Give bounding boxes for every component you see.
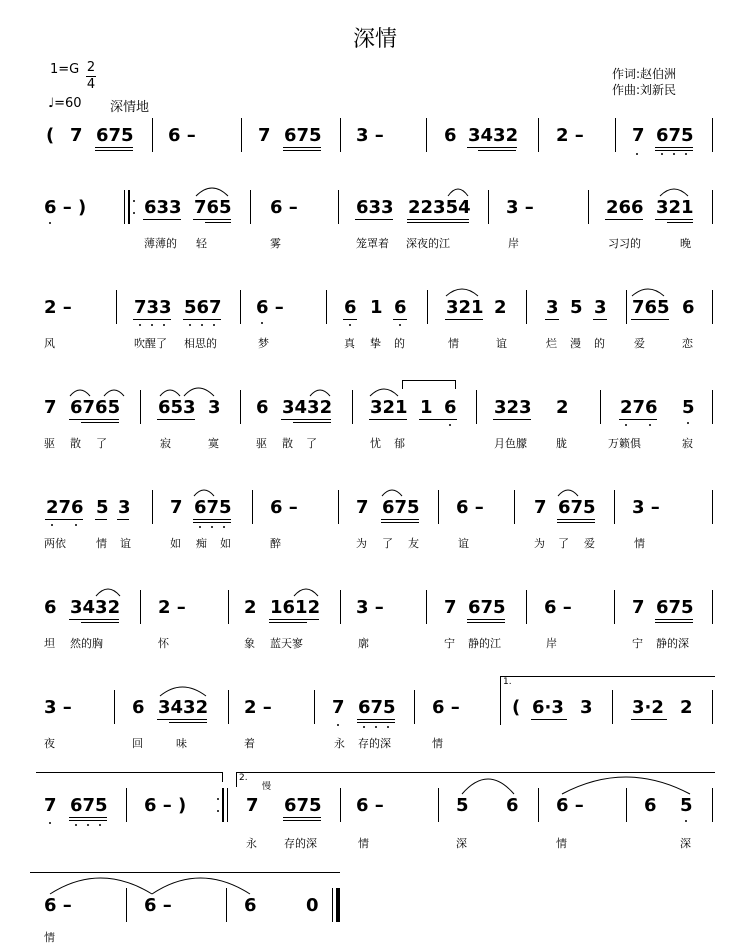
lyric: 两依 bbox=[44, 537, 66, 550]
lyric: 郁 bbox=[394, 437, 405, 450]
lyric: 静的深 bbox=[656, 637, 689, 650]
lyric: 的 bbox=[594, 337, 605, 350]
note: 7 bbox=[170, 497, 183, 518]
slur bbox=[462, 779, 514, 794]
lyric: 谊 bbox=[120, 537, 131, 550]
lyric: 然的胸 bbox=[70, 637, 103, 650]
lyric: 吹醒了 bbox=[134, 337, 167, 350]
lyric: 静的江 bbox=[468, 637, 501, 650]
quarter-note-icon: ♩ bbox=[48, 96, 55, 111]
second-ending: 2. bbox=[236, 772, 715, 787]
note: 3432 bbox=[282, 397, 333, 418]
note: 6 bbox=[444, 397, 457, 418]
note: 733 bbox=[134, 297, 172, 318]
note: 3 – bbox=[356, 125, 384, 146]
note: 7 bbox=[258, 125, 271, 146]
lyric: 为 bbox=[534, 537, 545, 550]
note: 3 bbox=[546, 297, 559, 318]
slur bbox=[446, 289, 478, 296]
note: 6 bbox=[256, 397, 269, 418]
note: 2 bbox=[244, 597, 257, 618]
lyric: 爱 bbox=[634, 337, 645, 350]
lyric: 散 bbox=[282, 437, 293, 450]
lyric: 了 bbox=[382, 537, 393, 550]
key-signature: 1=G bbox=[50, 62, 80, 77]
lyric: 深 bbox=[680, 837, 691, 850]
note: 633 bbox=[356, 197, 394, 218]
note: 266 bbox=[606, 197, 644, 218]
slur bbox=[382, 490, 402, 496]
lyric: 烂 bbox=[546, 337, 557, 350]
lyric: 情 bbox=[44, 931, 55, 944]
note: 653 bbox=[158, 397, 196, 418]
lyric: 驱 bbox=[256, 437, 267, 450]
slur bbox=[448, 189, 468, 196]
slur bbox=[50, 878, 152, 894]
note: 6 – bbox=[356, 795, 384, 816]
note: 6 – ) bbox=[144, 795, 187, 816]
slur bbox=[562, 777, 690, 794]
lyric: 梦 bbox=[258, 337, 269, 350]
note: 3 – bbox=[632, 497, 660, 518]
note: 6 bbox=[394, 297, 407, 318]
lyric: 情 bbox=[556, 837, 567, 850]
lyric: 如 bbox=[220, 537, 231, 550]
note: 675 bbox=[656, 125, 694, 146]
note: 6 – bbox=[144, 895, 172, 916]
lyric: 永 bbox=[246, 837, 257, 850]
expression-marking: 深情地 bbox=[110, 100, 150, 115]
note: 2 – bbox=[244, 697, 272, 718]
note: 7 bbox=[356, 497, 369, 518]
lyric: 夜 bbox=[44, 737, 55, 750]
lyric: 味 bbox=[176, 737, 187, 750]
slur bbox=[310, 390, 330, 396]
lyric: 谊 bbox=[496, 337, 507, 350]
first-ending: 1. bbox=[500, 676, 715, 725]
lyric: 了 bbox=[96, 437, 107, 450]
slur bbox=[558, 490, 578, 496]
lyricist-credit: 作词:赵伯洲 bbox=[612, 67, 677, 81]
lyric: 驱 bbox=[44, 437, 55, 450]
note: 3 – bbox=[356, 597, 384, 618]
lyric: 宁 bbox=[444, 637, 455, 650]
lyric: 忧 bbox=[370, 437, 381, 450]
lyric: 寂 bbox=[682, 437, 693, 450]
note: 675 bbox=[656, 597, 694, 618]
note: 1 bbox=[370, 297, 383, 318]
note: 6 – bbox=[44, 895, 72, 916]
note: 3 bbox=[208, 397, 221, 418]
note: 765 bbox=[194, 197, 232, 218]
note: 2 – bbox=[158, 597, 186, 618]
note: 6 bbox=[44, 597, 57, 618]
time-signature-bottom: 4 bbox=[86, 77, 96, 92]
slur bbox=[104, 390, 124, 396]
note: 3432 bbox=[158, 697, 209, 718]
note: 6 – bbox=[168, 125, 196, 146]
note: 6 – bbox=[256, 297, 284, 318]
note: 2 – bbox=[556, 125, 584, 146]
note: 321 bbox=[446, 297, 484, 318]
note: 0 bbox=[306, 895, 319, 916]
lyric: 恋 bbox=[682, 337, 693, 350]
lyric: 着 bbox=[244, 737, 255, 750]
note: 3·2 bbox=[632, 697, 664, 718]
note: 675 bbox=[382, 497, 420, 518]
lyric: 薄薄的 bbox=[144, 237, 177, 250]
note: 7 bbox=[70, 125, 83, 146]
composer-credit: 作曲:刘新民 bbox=[612, 83, 677, 97]
note: 6 bbox=[244, 895, 257, 916]
note: 323 bbox=[494, 397, 532, 418]
note: 7 bbox=[632, 597, 645, 618]
lyric: 了 bbox=[306, 437, 317, 450]
lyric: 深 bbox=[456, 837, 467, 850]
lyric: 轻 bbox=[196, 237, 207, 250]
note: 5 bbox=[682, 397, 695, 418]
note: 7 bbox=[444, 597, 457, 618]
note: 5 bbox=[680, 795, 693, 816]
slur bbox=[152, 878, 250, 894]
slur bbox=[96, 589, 120, 596]
note: 2 bbox=[556, 397, 569, 418]
note: 567 bbox=[184, 297, 222, 318]
lyric: 怀 bbox=[158, 637, 169, 650]
note: 7 bbox=[332, 697, 345, 718]
note: 633 bbox=[144, 197, 182, 218]
lyric: 的 bbox=[394, 337, 405, 350]
lyric: 爱 bbox=[584, 537, 595, 550]
slur bbox=[294, 589, 318, 596]
lyric: 情 bbox=[358, 837, 369, 850]
note: 6 bbox=[444, 125, 457, 146]
lyric: 如 bbox=[170, 537, 181, 550]
slur bbox=[160, 390, 180, 396]
lyric: 习习的 bbox=[608, 237, 641, 250]
slur bbox=[160, 687, 206, 696]
lyric: 岸 bbox=[508, 237, 519, 250]
note: 6 bbox=[132, 697, 145, 718]
lyric: 寞 bbox=[208, 437, 219, 450]
slur bbox=[70, 390, 90, 396]
slur bbox=[194, 490, 214, 496]
note: 675 bbox=[96, 125, 134, 146]
note: 321 bbox=[656, 197, 694, 218]
slur bbox=[632, 289, 664, 296]
lyric: 挚 bbox=[370, 337, 381, 350]
note: 2 bbox=[494, 297, 507, 318]
note: 6 – bbox=[456, 497, 484, 518]
lyric: 笼罩着 bbox=[356, 237, 389, 250]
lyric: 寂 bbox=[160, 437, 171, 450]
time-signature-top: 2 bbox=[86, 60, 96, 75]
note: 276 bbox=[46, 497, 84, 518]
note: 5 bbox=[96, 497, 109, 518]
slur bbox=[184, 388, 214, 396]
slur bbox=[196, 188, 228, 196]
lyric: 蓝天寥 bbox=[270, 637, 303, 650]
lyric: 存的深 bbox=[284, 837, 317, 850]
note: ( bbox=[512, 697, 521, 718]
lyric: 月色朦 bbox=[494, 437, 527, 450]
note: 6 bbox=[344, 297, 357, 318]
note: 6 – bbox=[432, 697, 460, 718]
note: 7 bbox=[246, 795, 259, 816]
lyric: 散 bbox=[70, 437, 81, 450]
lyric: 谊 bbox=[458, 537, 469, 550]
lyric: 存的深 bbox=[358, 737, 391, 750]
lyric: 友 bbox=[408, 537, 419, 550]
note: 276 bbox=[620, 397, 658, 418]
note: 675 bbox=[70, 795, 108, 816]
note: 7 bbox=[44, 795, 57, 816]
note: ( bbox=[46, 125, 55, 146]
tempo-change-mark: 慢 bbox=[262, 782, 272, 792]
note: 6 – bbox=[270, 197, 298, 218]
note: 3 – bbox=[506, 197, 534, 218]
lyric: 廓 bbox=[358, 637, 369, 650]
note: 3 bbox=[594, 297, 607, 318]
note: 675 bbox=[558, 497, 596, 518]
note: 6765 bbox=[70, 397, 121, 418]
lyric: 宁 bbox=[632, 637, 643, 650]
lyric: 漫 bbox=[570, 337, 581, 350]
note: 6 bbox=[644, 795, 657, 816]
tempo-value: =60 bbox=[54, 96, 82, 111]
lyric: 相思的 bbox=[184, 337, 217, 350]
note: 5 bbox=[456, 795, 469, 816]
lyric: 真 bbox=[344, 337, 355, 350]
note: 3 – bbox=[44, 697, 72, 718]
note: 6 – bbox=[556, 795, 584, 816]
note: 675 bbox=[358, 697, 396, 718]
slur bbox=[370, 389, 398, 396]
lyric: 醉 bbox=[270, 537, 281, 550]
note: 2 bbox=[680, 697, 693, 718]
note: 6 bbox=[682, 297, 695, 318]
note: 7 bbox=[632, 125, 645, 146]
lyric: 为 bbox=[356, 537, 367, 550]
note: 675 bbox=[468, 597, 506, 618]
note: 675 bbox=[194, 497, 232, 518]
note: 675 bbox=[284, 795, 322, 816]
note: 6·3 bbox=[532, 697, 564, 718]
lyric: 了 bbox=[558, 537, 569, 550]
note: 765 bbox=[632, 297, 670, 318]
note: 675 bbox=[284, 125, 322, 146]
note: 5 bbox=[570, 297, 583, 318]
note: 321 bbox=[370, 397, 408, 418]
note: 6 – bbox=[270, 497, 298, 518]
lyric: 雾 bbox=[270, 237, 281, 250]
note: 22354 bbox=[408, 197, 471, 218]
lyric: 坦 bbox=[44, 637, 55, 650]
note: 6 – ) bbox=[44, 197, 87, 218]
slur bbox=[660, 189, 688, 196]
lyric: 情 bbox=[96, 537, 107, 550]
lyric: 情 bbox=[432, 737, 443, 750]
note: 6 – bbox=[544, 597, 572, 618]
note: 3432 bbox=[468, 125, 519, 146]
note: 1612 bbox=[270, 597, 321, 618]
lyric: 晚 bbox=[680, 237, 691, 250]
lyric: 深夜的江 bbox=[406, 237, 450, 250]
note: 3432 bbox=[70, 597, 121, 618]
note: 2 – bbox=[44, 297, 72, 318]
lyric: 痴 bbox=[196, 537, 207, 550]
lyric: 胧 bbox=[556, 437, 567, 450]
lyric: 岸 bbox=[546, 637, 557, 650]
note: 7 bbox=[44, 397, 57, 418]
note: 6 bbox=[506, 795, 519, 816]
lyric: 万籁俱 bbox=[608, 437, 641, 450]
lyric: 永 bbox=[334, 737, 345, 750]
note: 7 bbox=[534, 497, 547, 518]
lyric: 回 bbox=[132, 737, 143, 750]
lyric: 象 bbox=[244, 637, 255, 650]
lyric: 情 bbox=[634, 537, 645, 550]
note: 3 bbox=[580, 697, 593, 718]
note: 1 bbox=[420, 397, 433, 418]
note: 3 bbox=[118, 497, 131, 518]
lyric: 情 bbox=[448, 337, 459, 350]
song-title: 深情 bbox=[352, 27, 397, 52]
lyric: 风 bbox=[44, 337, 55, 350]
